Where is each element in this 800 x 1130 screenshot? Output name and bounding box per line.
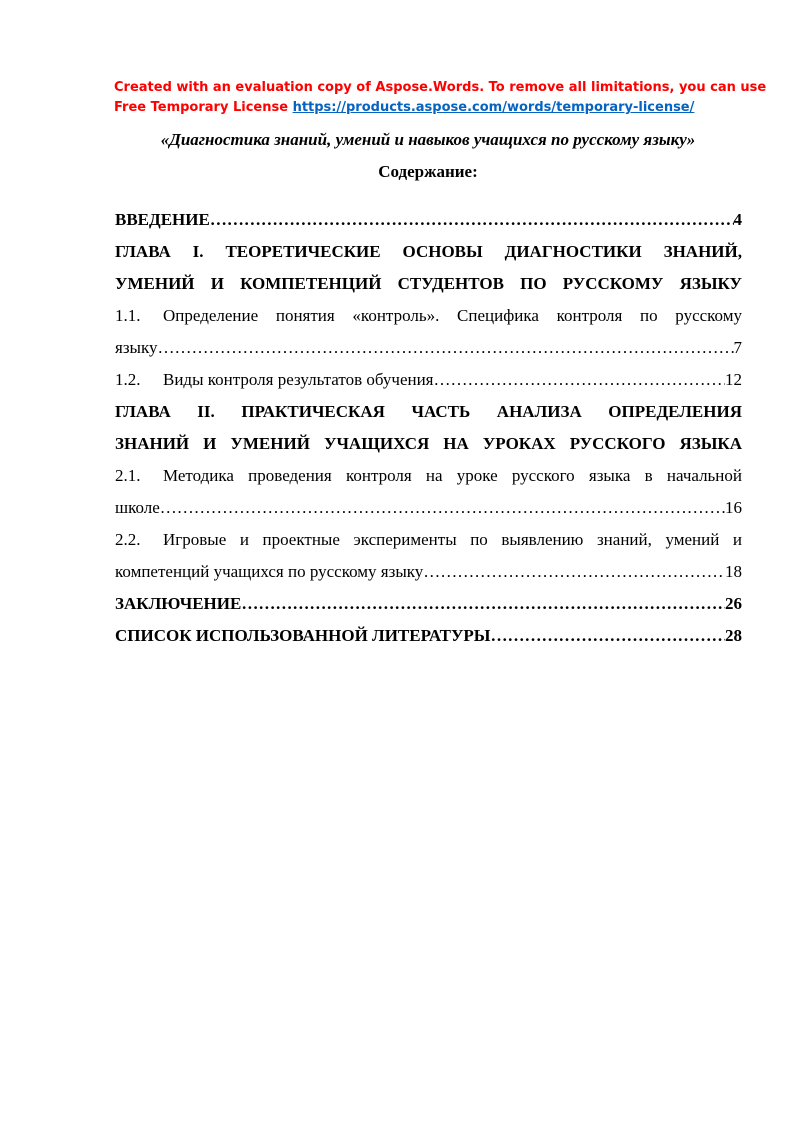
toc-entry-label: компетенций учащихся по русскому языку — [115, 562, 424, 581]
toc-leader-dots — [491, 620, 726, 652]
banner-license-label: Free Temporary License — [114, 100, 293, 115]
temporary-license-link[interactable]: https://products.aspose.com/words/temporary-license/ — [292, 100, 695, 115]
document-title: «Диагностика знаний, умений и навыков учащихся по русскому языку» — [160, 130, 696, 149]
toc-chapter-2-line-2: ЗНАНИЙ И УМЕНИЙ УЧАЩИХСЯ НА УРОКАХ РУССКОГО ЯЗЫКА — [115, 434, 742, 453]
toc-section-text: Виды контроля результатов обучения — [163, 370, 434, 389]
toc-leader-dots — [434, 364, 725, 396]
toc-chapter-1-line-2: УМЕНИЙ И КОМПЕТЕНЦИЙ СТУДЕНТОВ ПО РУССКОМУ ЯЗЫКУ — [115, 274, 742, 293]
toc-entry-introduction[interactable] — [115, 204, 742, 236]
toc-leader-dots — [210, 204, 734, 236]
toc-entry-section-2-2[interactable] — [115, 524, 742, 588]
toc-heading: Содержание: — [378, 162, 478, 181]
toc-page-number: 4 — [733, 210, 742, 229]
toc-leader-dots — [157, 332, 733, 364]
toc-entry-label: языку — [115, 338, 158, 357]
toc-section-number: 2.2. — [115, 530, 141, 549]
toc-section-text: Методика проведения контроля на уроке русского языка в начальной — [163, 466, 742, 485]
toc-page-number: 26 — [725, 594, 742, 613]
toc-section-2-1-line-1 — [115, 460, 742, 492]
toc-entry-references[interactable] — [115, 620, 742, 652]
toc-page-number: 12 — [725, 370, 742, 389]
toc-section-2-2-line-1 — [115, 524, 742, 556]
toc-section-number: 1.1. — [115, 306, 141, 325]
toc-entry-label — [115, 364, 434, 396]
toc-entry-chapter-2[interactable] — [115, 396, 742, 460]
toc-entry-section-1-1[interactable] — [115, 300, 742, 364]
toc-section-number: 1.2. — [115, 370, 141, 389]
toc-entry-label: СПИСОК ИСПОЛЬЗОВАННОЙ ЛИТЕРАТУРЫ — [115, 626, 491, 645]
toc-entry-section-2-1[interactable] — [115, 460, 742, 524]
evaluation-banner — [114, 78, 767, 118]
toc-entry-chapter-1[interactable] — [115, 236, 742, 300]
toc-page-number: 28 — [725, 626, 742, 645]
toc-section-number: 2.1. — [115, 466, 141, 485]
toc-page-number: 18 — [725, 562, 742, 581]
banner-line-1: Created with an evaluation copy of Aspose.Words. To remove all limitations, you can use — [114, 80, 767, 95]
banner-line-2 — [114, 98, 734, 118]
toc-chapter-1-line-1: ГЛАВА I. ТЕОРЕТИЧЕСКИЕ ОСНОВЫ ДИАГНОСТИКИ ЗНАНИЙ, — [115, 242, 742, 261]
toc-section-1-1-line-1 — [115, 300, 742, 332]
toc-chapter-2-line-1: ГЛАВА II. ПРАКТИЧЕСКАЯ ЧАСТЬ АНАЛИЗА ОПРЕДЕЛЕНИЯ — [115, 402, 742, 421]
toc-entry-section-1-2[interactable] — [115, 364, 742, 396]
toc-leader-dots — [241, 588, 725, 620]
toc-leader-dots — [423, 556, 725, 588]
toc-entry-label: школе — [115, 498, 160, 517]
table-of-contents — [115, 204, 742, 652]
toc-section-text: Определение понятия «контроль». Специфика контроля по русскому — [163, 306, 742, 325]
toc-page-number: 16 — [725, 498, 742, 517]
toc-entry-label: ВВЕДЕНИЕ — [115, 210, 210, 229]
toc-page-number: 7 — [733, 338, 742, 357]
toc-entry-conclusion[interactable] — [115, 588, 742, 620]
toc-entry-label: ЗАКЛЮЧЕНИЕ — [115, 594, 242, 613]
toc-leader-dots — [160, 492, 725, 524]
toc-section-text: Игровые и проектные эксперименты по выявлению знаний, умений и — [163, 530, 742, 549]
